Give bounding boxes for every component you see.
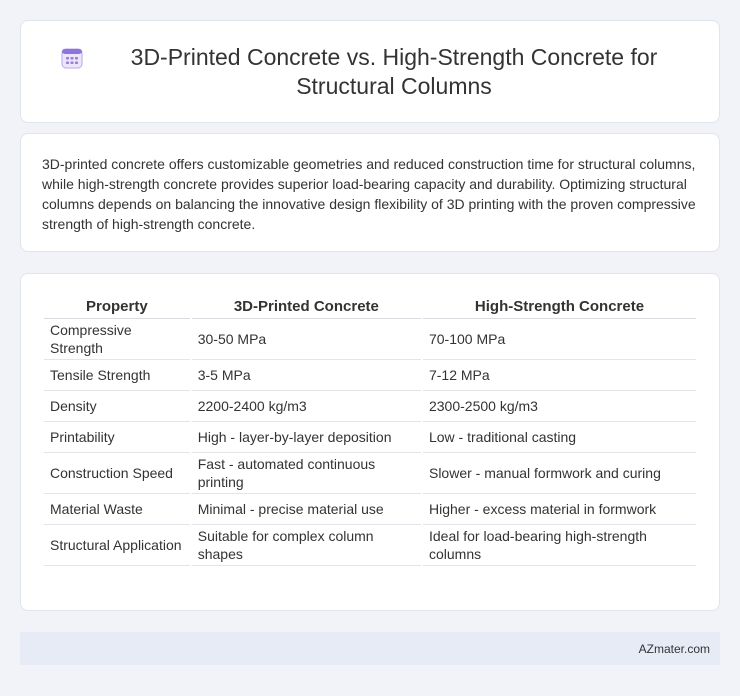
cell-high-strength: Ideal for load-bearing high-strength columns	[423, 525, 696, 566]
table-row	[44, 391, 696, 422]
cell-high-strength: 70-100 MPa	[423, 319, 696, 360]
cell-high-strength: 7-12 MPa	[423, 360, 696, 391]
table-row	[44, 360, 696, 391]
row-label: Tensile Strength	[44, 360, 190, 391]
summary-card	[20, 133, 720, 252]
summary-text: 3D-printed concrete offers customizable geometries and reduced construction time for structural columns, while high-strength concrete provides superior load-bearing capacity and durability. Optimizing structural columns depends on balancing the innovative design flexibility of 3D printing with the proven compressive strength of high-strength concrete.	[42, 156, 696, 232]
comparison-table	[42, 294, 698, 566]
header-3d-printed: 3D-Printed Concrete	[192, 294, 421, 319]
footer	[20, 632, 720, 665]
table-row	[44, 525, 696, 566]
cell-high-strength: Higher - excess material in formwork	[423, 494, 696, 525]
cell-high-strength: Slower - manual formwork and curing	[423, 453, 696, 494]
table-row	[44, 494, 696, 525]
row-label: Structural Application	[44, 525, 190, 566]
row-label: Compressive Strength	[44, 319, 190, 360]
row-label: Material Waste	[44, 494, 190, 525]
row-label: Printability	[44, 422, 190, 453]
cell-3d-printed: Suitable for complex column shapes	[192, 525, 421, 566]
table-row	[44, 319, 696, 360]
cell-high-strength: Low - traditional casting	[423, 422, 696, 453]
comparison-table-card	[20, 273, 720, 611]
cell-3d-printed: High - layer-by-layer deposition	[192, 422, 421, 453]
row-label: Density	[44, 391, 190, 422]
cell-high-strength: 2300-2500 kg/m3	[423, 391, 696, 422]
cell-3d-printed: Minimal - precise material use	[192, 494, 421, 525]
cell-3d-printed: 2200-2400 kg/m3	[192, 391, 421, 422]
table-header-row	[44, 294, 696, 319]
table-row	[44, 422, 696, 453]
title-card	[20, 20, 720, 123]
title-wrap	[21, 21, 719, 122]
table-row	[44, 453, 696, 494]
cell-3d-printed: Fast - automated continuous printing	[192, 453, 421, 494]
cell-3d-printed: 3-5 MPa	[192, 360, 421, 391]
row-label: Construction Speed	[44, 453, 190, 494]
calendar-grid-icon	[61, 47, 83, 69]
header-property: Property	[44, 294, 190, 319]
page-title: 3D-Printed Concrete vs. High-Strength Concrete for Structural Columns	[130, 43, 658, 99]
header-high-strength: High-Strength Concrete	[423, 294, 696, 319]
footer-brand: AZmater.com	[638, 641, 710, 656]
cell-3d-printed: 30-50 MPa	[192, 319, 421, 360]
